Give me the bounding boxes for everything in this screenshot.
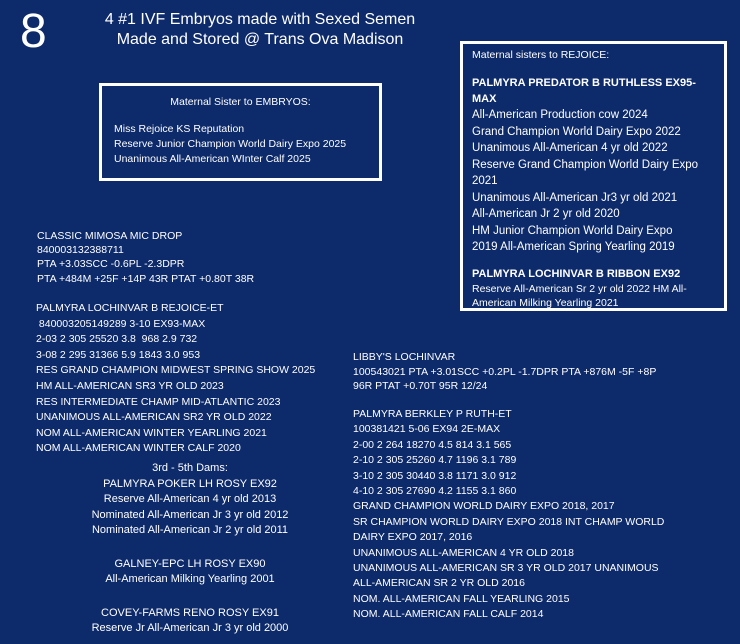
granddam-line: 3-10 2 305 30440 3.8 1171 3.0 912	[353, 469, 517, 482]
granddam-line: DAIRY EXPO 2017, 2016	[353, 531, 473, 544]
box-title: Maternal Sister to EMBRYOS:	[170, 96, 311, 108]
sire-line: 840003132388711	[37, 244, 124, 257]
dam-line: PALMYRA LOCHINVAR B REJOICE-ET	[36, 302, 224, 314]
sister-line: Unanimous All-American 4 yr old 2022	[472, 142, 668, 154]
sister-name: PALMYRA LOCHINVAR B RIBBON EX92	[472, 267, 681, 280]
dam-line: Nominated All-American Jr 3 yr old 2012	[91, 508, 289, 521]
dam-line: UNANIMOUS ALL-AMERICAN SR2 YR OLD 2022	[36, 411, 272, 424]
granddam-line: 4-10 2 305 27690 4.2 1155 3.1 860	[353, 485, 517, 498]
dam-line: 2-03 2 305 25520 3.8 968 2.9 732	[36, 333, 198, 346]
sister-line: Unanimous All-American Jr3 yr old 2021	[472, 191, 678, 204]
dam-line: All-American Milking Yearling 2001	[105, 573, 275, 585]
third-to-fifth-dams	[50, 461, 330, 637]
dam-line: HM ALL-AMERICAN SR3 YR OLD 2023	[36, 379, 224, 392]
sister-name: PALMYRA PREDATOR B RUTHLESS EX95-MAX	[472, 77, 696, 105]
granddam-line: ALL-AMERICAN SR 2 YR OLD 2016	[353, 577, 525, 590]
dams-title: 3rd - 5th Dams:	[152, 462, 228, 474]
granddam-line: UNANIMOUS ALL-AMERICAN SR 3 YR OLD 2017 UNANIMOUS	[353, 562, 659, 575]
dam-line: RES INTERMEDIATE CHAMP MID-ATLANTIC 2023	[36, 395, 281, 408]
sire-line: CLASSIC MIMOSA MIC DROP	[37, 230, 183, 242]
granddam-line: NOM. ALL-AMERICAN FALL YEARLING 2015	[353, 592, 570, 605]
dam-line: 840003205149289 3-10 EX93-MAX	[36, 317, 206, 330]
sister-line: 2019 All-American Spring Yearling 2019	[472, 241, 675, 253]
dam-name: GALNEY-EPC LH ROSY EX90	[114, 557, 266, 570]
dam-line: NOM ALL-AMERICAN WINTER YEARLING 2021	[36, 426, 267, 439]
sister-line: All-American Production cow 2024	[472, 109, 648, 121]
headline	[95, 10, 425, 50]
dam-sire-block	[353, 350, 656, 394]
granddam-line: PALMYRA BERKLEY P RUTH-ET	[353, 408, 512, 420]
granddam-line: NOM. ALL-AMERICAN FALL CALF 2014	[353, 608, 544, 621]
granddam-line: UNANIMOUS ALL-AMERICAN 4 YR OLD 2018	[353, 546, 574, 559]
granddam-block	[353, 407, 664, 623]
sister-line: Grand Champion World Dairy Expo 2022	[472, 125, 681, 138]
dam-name: PALMYRA POKER LH ROSY EX92	[103, 477, 277, 490]
maternal-sisters-rejoice-box	[460, 41, 727, 311]
dam-sire-line: LIBBY'S LOCHINVAR	[353, 351, 456, 363]
sire-line: PTA +484M +25F +14P 43R PTAT +0.80T 38R	[37, 272, 255, 285]
dam-line: Nominated All-American Jr 2 yr old 2011	[91, 524, 289, 536]
dam-line: RES GRAND CHAMPION MIDWEST SPRING SHOW 2025	[36, 364, 316, 377]
sire-line: PTA +3.03SCC -0.6PL -2.3DPR	[37, 258, 185, 271]
dam-name: COVEY-FARMS RENO ROSY EX91	[101, 606, 279, 619]
headline-line-1: 4 #1 IVF Embryos made with Sexed Semen	[104, 11, 416, 28]
headline-line-2: Made and Stored @ Trans Ova Madison	[116, 31, 404, 48]
dam-block	[36, 301, 315, 457]
box-line: Miss Rejoice KS Reputation	[114, 123, 245, 135]
dam-line: 3-08 2 295 31366 5.9 1843 3.0 953	[36, 348, 201, 361]
box-line: Unanimous All-American WInter Calf 2025	[114, 153, 311, 165]
sire-block	[37, 229, 254, 286]
dam-line: Reserve All-American 4 yr old 2013	[103, 493, 277, 505]
dam-line: NOM ALL-AMERICAN WINTER CALF 2020	[36, 442, 241, 455]
granddam-line: 2-00 2 264 18270 4.5 814 3.1 565	[353, 438, 512, 451]
dam-line: Reserve Jr All-American Jr 3 yr old 2000	[91, 622, 289, 634]
lot-number: 8	[20, 5, 47, 58]
maternal-sister-embryos-box	[99, 83, 382, 181]
granddam-line: 100381421 5-06 EX94 2E-MAX	[353, 423, 501, 436]
sister-line: Reserve All-American Sr 2 yr old 2022 HM All-American Milking Yearling 2021	[472, 282, 687, 309]
sister-line: 2021	[472, 175, 498, 187]
granddam-line: GRAND CHAMPION WORLD DAIRY EXPO 2018, 2017	[353, 500, 615, 513]
sister-line: All-American Jr 2 yr old 2020	[472, 208, 620, 220]
box-line: Reserve Junior Champion World Dairy Expo 2025	[114, 138, 347, 150]
sister-line: Reserve Grand Champion World Dairy Expo	[472, 158, 699, 171]
dam-sire-line: 100543021 PTA +3.01SCC +0.2PL -1.7DPR PTA +876M -5F +8P	[353, 365, 657, 378]
sister-line: HM Junior Champion World Dairy Expo	[472, 224, 673, 237]
dam-sire-line: 96R PTAT +0.70T 95R 12/24	[353, 380, 488, 392]
granddam-line: 2-10 2 305 25260 4.7 1196 3.1 789	[353, 454, 517, 467]
granddam-line: SR CHAMPION WORLD DAIRY EXPO 2018 INT CHAMP WORLD	[353, 515, 665, 528]
box-title: Maternal sisters to REJOICE:	[472, 49, 610, 61]
